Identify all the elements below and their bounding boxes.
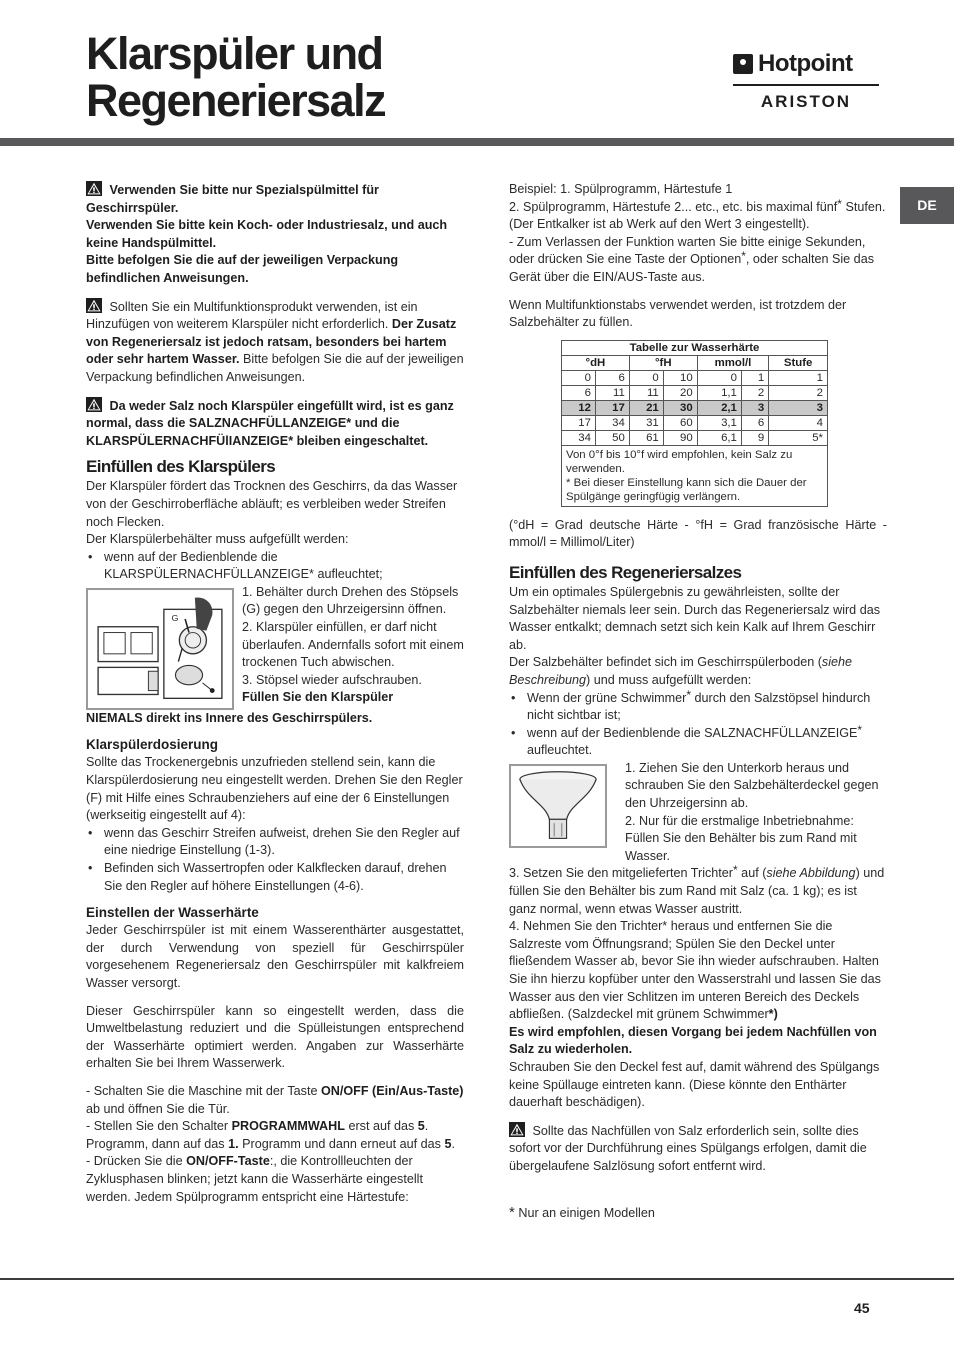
salt-step-4: 4. Nehmen Sie den Trichter* heraus und entfernen Sie die Salzreste vom Öffnungsrand; Spülen Sie den Deckel unter fließendem Wasser ab, bevor Sie ihn wieder aufschrauben. Halten Sie ihn hierzu kopfüber unter den Wasserstrahl und lassen Sie das Wasser aus den vier Schlitzen im unteren Bereich des Deckels abfließen. (Salzdeckel mit grünem Schwimmer*) <box>509 919 881 1022</box>
hardness-text-2: Dieser Geschirrspüler kann so eingestellt werden, dass die Umweltbelastung reduziert und die Spülleistungen entsprechend der Wasserhärte optimiert werden. Angaben zur Wasserhärte erhalten Sie bei Ihrem Wasserwerk. <box>86 1003 464 1071</box>
unit-legend: (°dH = Grad deutsche Härte - °fH = Grad französische Härte - mmol/l = Millimol/Liter) <box>509 517 887 550</box>
brand-divider <box>733 84 879 86</box>
salt-step-3: 3. Setzen Sie den mitgelieferten Trichter* auf (siehe Abbildung) und füllen Sie den Behälter bis zum Rand mit Salz (ca. 1 kg); es ist ganz normal, wenn etwas Wasser austritt. <box>509 863 885 916</box>
example-line-4: - Zum Verlassen der Funktion warten Sie bitte einige Sekunden, oder drücken Sie eine Taste der Optionen*, oder schalten Sie das Gerät über die EIN/AUS-Taste aus. <box>509 234 874 284</box>
language-tab: DE <box>900 187 954 224</box>
list-item: 2. Nur für die erstmalige Inbetriebnahme: Füllen Sie den Behälter bis zum Rand mit Wasser. <box>625 813 857 863</box>
table-header: mmol/l <box>697 355 769 370</box>
example-line-1: Beispiel: 1. Spülprogramm, Härtestufe 1 <box>509 182 733 196</box>
rinse-intro: Der Klarspüler fördert das Trocknen des Geschirrs, da das Wasser von der Geschirroberfläche abläuft; es verbleiben weder Streifen noch Flecken. <box>86 479 458 529</box>
list-item: 2. Klarspüler einfüllen, er darf nicht überlaufen. Andernfalls sofort mit einem trockenen Tuch abwischen. <box>242 620 464 670</box>
list-item: 3. Stöpsel wieder aufschrauben. <box>242 672 422 687</box>
hardness-text-1: Jeder Geschirrspüler ist mit einem Wasserenthärter ausgestattet, der durch Verwendung von speziell für Geschirrspüler vorgesehenem Regeneriersalz den Geschirrspüler mit kalkfreiem Wasser versorgt. <box>86 923 464 990</box>
rinse-bullets <box>86 549 464 584</box>
rinse-steps <box>242 584 464 710</box>
salt-cap-note: Schrauben Sie den Deckel fest auf, damit während des Spülgangs keine Spüllauge eintreten kann. (Diese könnte den Enthärter dauerhaft beschädigen). <box>509 1059 880 1110</box>
rinse-dispenser-illustration <box>86 588 234 710</box>
page-number: 45 <box>854 1300 870 1316</box>
warning-indicators: Da weder Salz noch Klarspüler eingefüllt wird, ist es ganz normal, dass die SALZNACHFÜLLANZEIGE* und die KLARSPÜLERNACHFÜlIANZEIGE* bleiben eingeschaltet. <box>86 398 454 448</box>
heading-water-hardness: Einstellen der Wasserhärte <box>86 905 259 921</box>
warning-icon <box>509 1122 525 1137</box>
brand-name: Hotpoint <box>758 50 853 77</box>
salt-recommendation: Es wird empfohlen, diesen Vorgang bei jedem Nachfüllen von Salz zu wiederholen. <box>509 1024 877 1057</box>
page-title <box>86 30 385 124</box>
hardness-step-2: - Stellen Sie den Schalter PROGRAMMWAHL erst auf das 5. Programm, dann auf das 1. Programm und dann erneut auf das 5. <box>86 1119 455 1151</box>
table-row: 17 34 31 60 3,1 6 4 <box>562 415 828 430</box>
list-item: • wenn das Geschirr Streifen aufweist, drehen Sie den Regler auf eine niedrige Einstellung (1-3). <box>86 825 464 860</box>
warning-salt-refill: Sollte das Nachfüllen von Salz erforderlich sein, sollte dies sofort vor der Durchführung eines Spülgangs erfolgen, damit die übergelaufene Salzlösung sofort entfernt wird. <box>509 1123 867 1173</box>
example-line-3: (Der Entkalker ist ab Werk auf den Wert 3 eingestellt). <box>509 217 810 232</box>
table-header: °fH <box>629 355 697 370</box>
salt-figure-row <box>509 760 887 866</box>
salt-intro: Um ein optimales Spülergebnis zu gewährleisten, sollte der Salzbehälter niemals leer sein. Durch das Regeneriersalz wird das Wasser entkalkt; demnach setzt sich kein Kalk auf Ihrem Geschirr ab. <box>509 584 880 652</box>
brand-mark-icon <box>733 54 753 74</box>
label-g: G <box>171 612 179 623</box>
salt-bullets <box>509 687 887 760</box>
dosage-bullets <box>86 825 464 895</box>
table-title: Tabelle zur Wasserhärte <box>562 340 828 355</box>
warning-icon <box>86 397 102 412</box>
salt-steps <box>625 760 887 866</box>
salt-location: Der Salzbehälter befindet sich im Geschirrspülerboden (siehe Beschreibung) und muss aufgefüllt werden: <box>509 655 853 687</box>
brand-logo <box>733 50 879 112</box>
list-item: • wenn auf der Bedienblende die SALZNACHFÜLLANZEIGE* aufleuchtet. <box>509 725 887 760</box>
table-header: °dH <box>562 355 630 370</box>
title-line-2: Regeneriersalz <box>86 75 386 126</box>
rinse-must-fill: Der Klarspülerbehälter muss aufgefüllt werden: <box>86 532 349 547</box>
list-item: 1. Ziehen Sie den Unterkorb heraus und schrauben Sie den Salzbehälterdeckel gegen den Uhrzeigersinn ab. <box>625 760 879 811</box>
brand-sub: ARISTON <box>760 92 852 111</box>
footer-rule <box>0 1278 954 1280</box>
right-column <box>509 181 887 1222</box>
list-item: • Wenn der grüne Schwimmer* durch den Salzstöpsel hindurch nicht sichtbar ist; <box>509 690 887 725</box>
salt-funnel-illustration <box>509 764 607 848</box>
rinse-warning-b: NIEMALS direkt ins Innere des Geschirrspülers. <box>86 710 373 725</box>
warning-multifunction: Sollten Sie ein Multifunktionsprodukt verwenden, ist ein Hinzufügen von weiterem Klarspüler nicht erforderlich. Der Zusatz von Regeneriersalz ist jedoch ratsam, besonders bei hartem oder sehr hartem Wasser. Bitte befolgen Sie die auf der jeweiligen Verpackung befindlichen Anweisungen. <box>86 299 464 384</box>
heading-dosage: Klarspülerdosierung <box>86 737 219 753</box>
list-item: 1. Behälter durch Drehen des Stöpsels (G) gegen den Uhrzeigersinn öffnen. <box>242 584 459 617</box>
hardness-step-1: - Schalten Sie die Maschine mit der Taste ON/OFF (Ein/Aus-Taste) ab und öffnen Sie die Tür. <box>86 1083 464 1116</box>
table-row: 0 6 0 10 0 1 1 <box>562 370 828 385</box>
warning-icon <box>86 181 102 196</box>
table-row: 6 11 11 20 1,1 2 2 <box>562 385 828 400</box>
table-row-default: 12 17 21 30 2,1 3 3 <box>562 400 828 415</box>
footnote: * Nur an einigen Modellen <box>509 1203 655 1221</box>
multitab-note: Wenn Multifunktionstabs verwendet werden, ist trotzdem der Salzbehälter zu füllen. <box>509 297 847 330</box>
title-line-1: Klarspüler und <box>86 28 383 79</box>
heading-rinse-aid: Einfüllen des Klarspülers <box>86 457 276 477</box>
warning-detergent: Verwenden Sie bitte nur Spezialspülmittel für Geschirrspüler. Verwenden Sie bitte kein Koch- oder Industriesalz, und auch keine Handspülmittel. Bitte befolgen Sie die auf der jeweiligen Verpackung befindlichen Anweisungen. <box>86 183 448 285</box>
list-item: • wenn auf der Bedienblende die KLARSPÜLERNACHFÜLLANZEIGE* aufleuchtet; <box>86 549 464 584</box>
header-bar <box>0 138 954 146</box>
hardness-step-3: - Drücken Sie die ON/OFF-Taste:, die Kontrollleuchten der Zyklusphasen blinken; jetzt kann die Wasserhärte eingestellt werden. Jedem Spülprogramm entspricht eine Härtestufe: <box>86 1154 423 1204</box>
table-row: 34 50 61 90 6,1 9 5* <box>562 430 828 445</box>
heading-salt: Einfüllen des Regeneriersalzes <box>509 562 742 582</box>
table-header: Stufe <box>769 355 828 370</box>
water-hardness-table <box>561 340 828 507</box>
left-column <box>86 181 464 1206</box>
example-line-2: 2. Spülprogramm, Härtestufe 2... etc., etc. bis maximal fünf* Stufen. <box>509 196 886 214</box>
warning-icon <box>86 298 102 313</box>
table-note: Von 0°f bis 10°f wird empfohlen, kein Salz zu verwenden. * Bei dieser Einstellung kann sich die Dauer der Spülgänge geringfügig verlängern. <box>562 445 828 506</box>
rinse-warning-a: Füllen Sie den Klarspüler <box>242 690 394 705</box>
list-item: • Befinden sich Wassertropfen oder Kalkflecken darauf, drehen Sie den Regler auf höhere Einstellungen (4-6). <box>86 860 464 895</box>
dosage-text: Sollte das Trockenergebnis unzufrieden stellend sein, kann die Klarspülerdosierung neu eingestellt werden. Drehen Sie den Regler (F) mit Hilfe eines Schraubenziehers auf eine der 6 Einstellungen (werkseitig eingestellt auf 4): <box>86 755 463 823</box>
rinse-figure-row <box>86 584 464 710</box>
